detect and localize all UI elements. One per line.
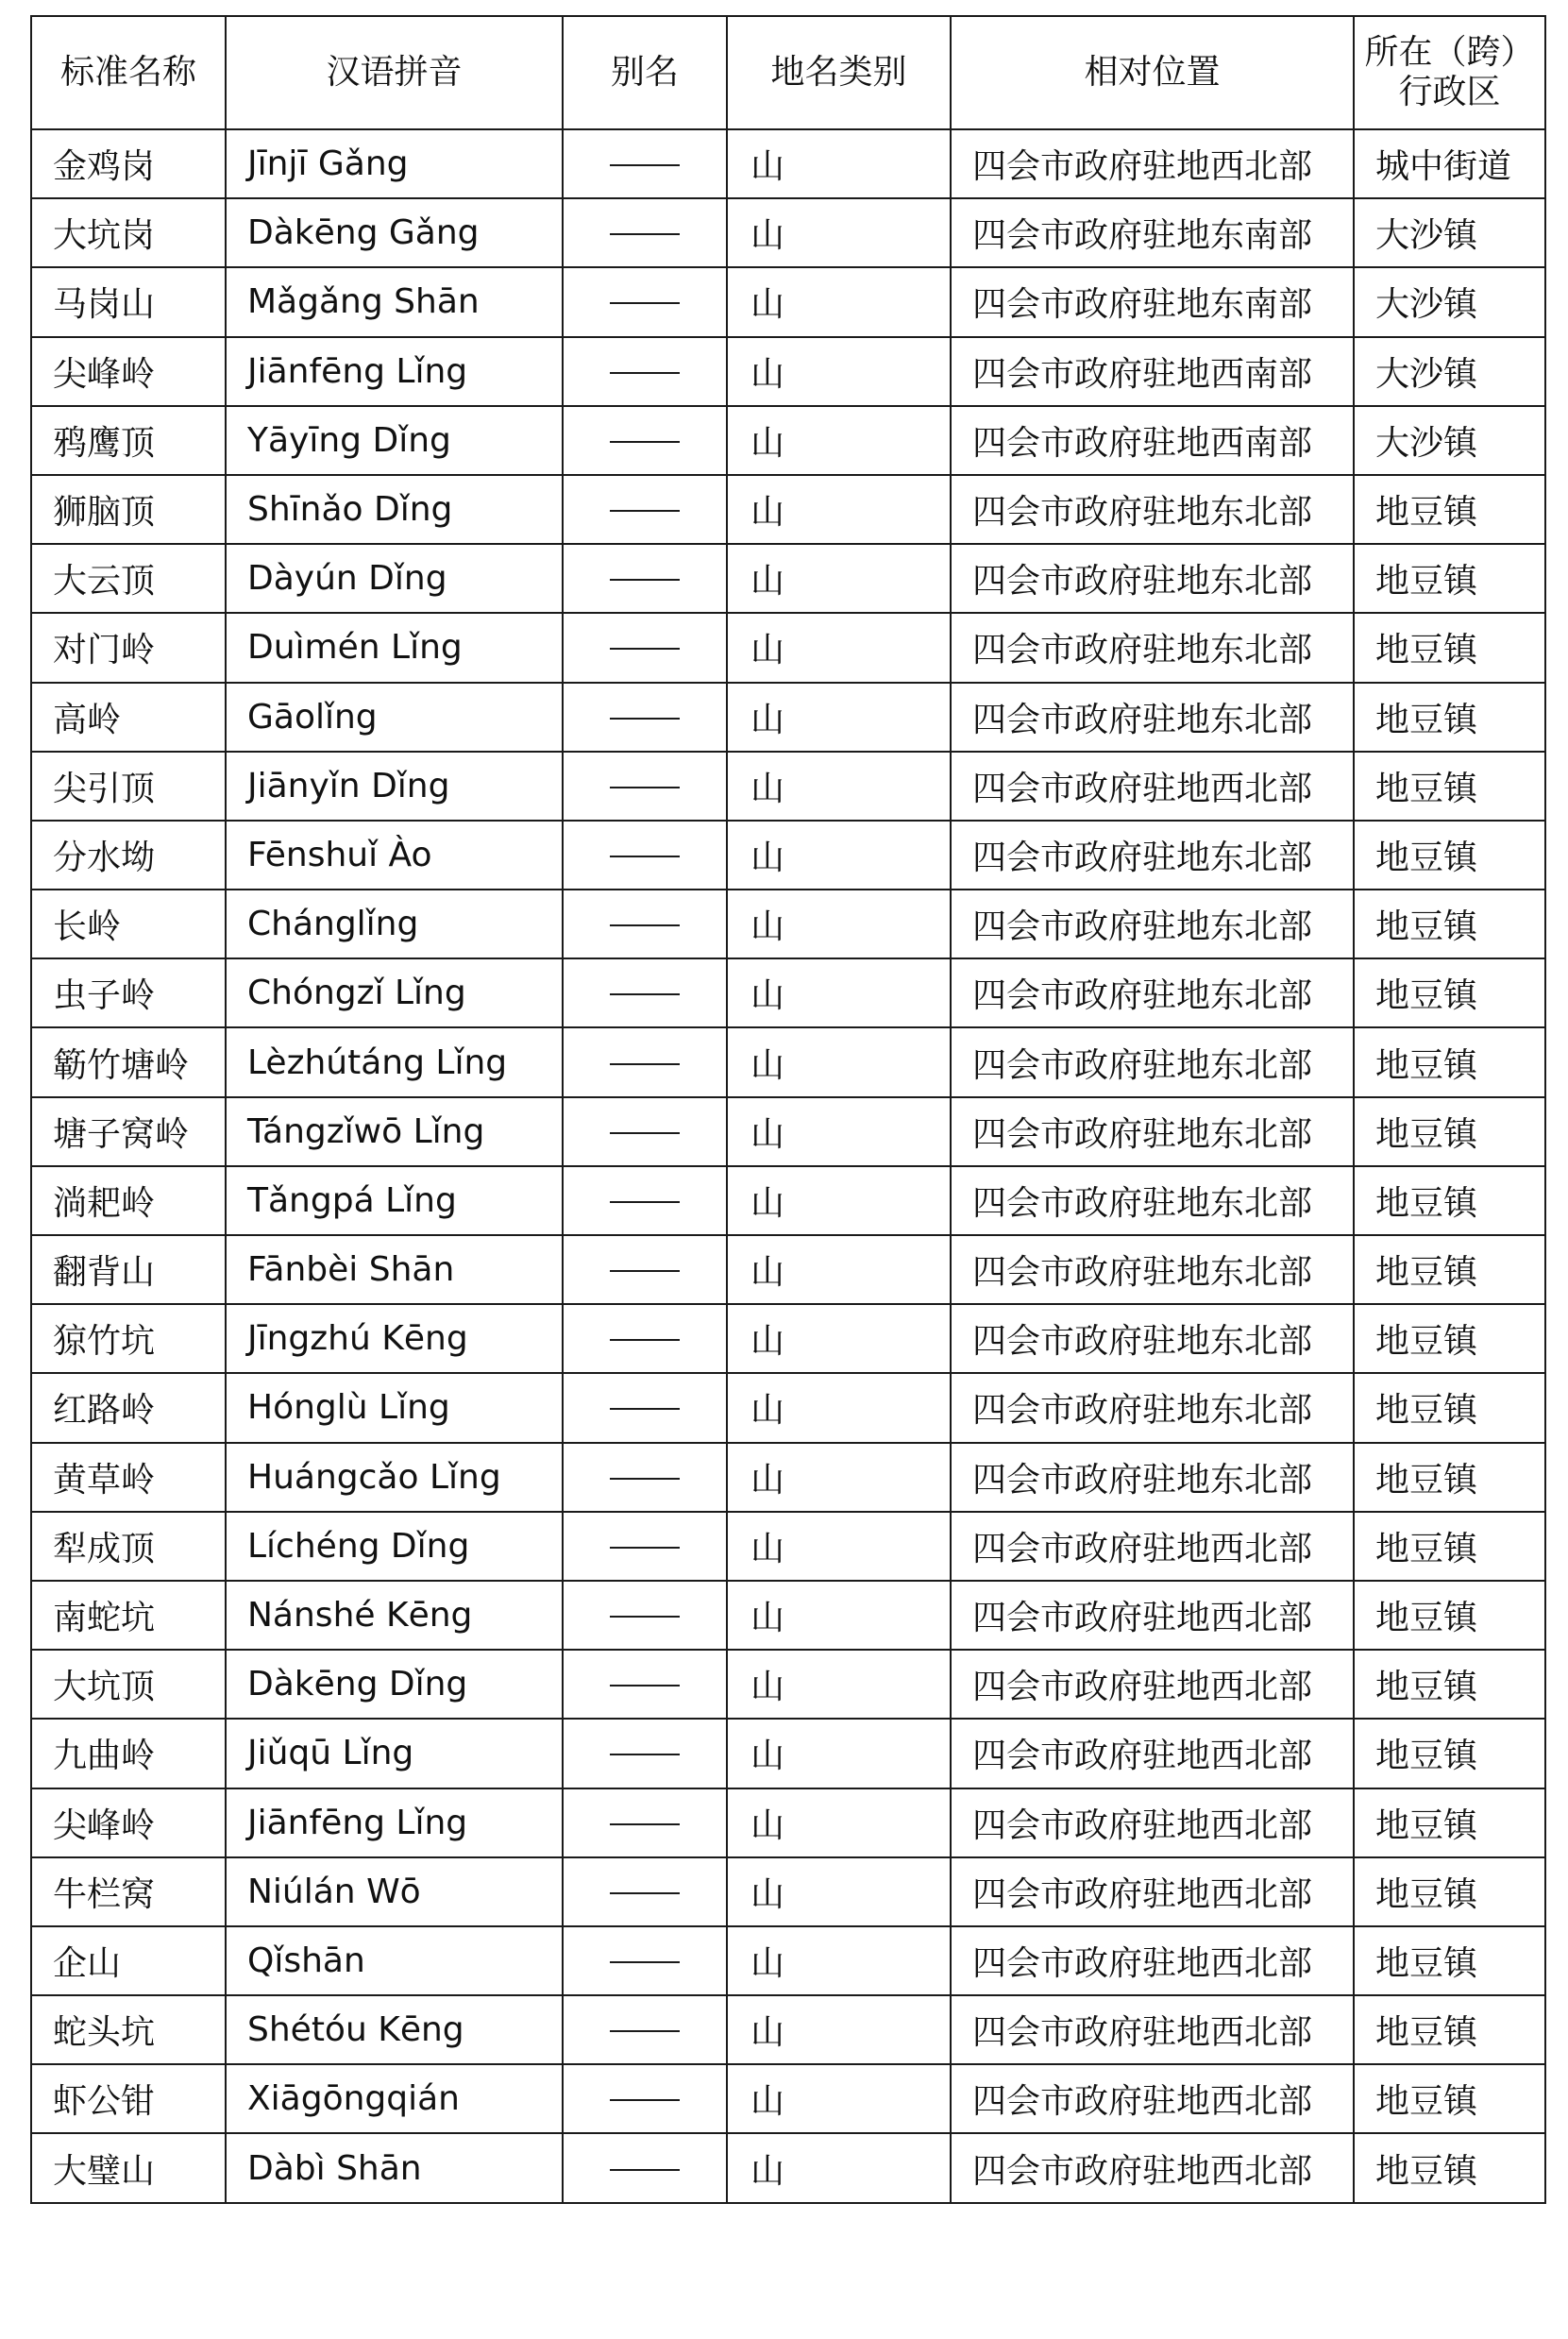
cell-place-type: 山: [727, 1373, 951, 1442]
table-header: [31, 16, 1545, 129]
cell-standard-name: 南蛇坑: [31, 1581, 226, 1650]
cell-pinyin: Fēnshuǐ Ào: [226, 821, 563, 890]
cell-alias: [563, 1027, 727, 1096]
cell-place-type: 山: [727, 1926, 951, 1995]
table-row: [31, 1926, 1545, 1995]
cell-alias: [563, 337, 727, 406]
cell-place-type: 山: [727, 958, 951, 1027]
table-row: [31, 2064, 1545, 2133]
cell-alias: [563, 544, 727, 613]
alias-dash: [610, 993, 680, 995]
cell-alias: [563, 1926, 727, 1995]
cell-place-type: 山: [727, 1788, 951, 1857]
cell-standard-name: 金鸡岗: [31, 129, 226, 198]
cell-district: 大沙镇: [1354, 267, 1545, 336]
cell-standard-name: 大璧山: [31, 2133, 226, 2202]
cell-alias: [563, 890, 727, 958]
cell-pinyin: Jīnjī Gǎng: [226, 129, 563, 198]
cell-place-type: 山: [727, 1650, 951, 1719]
cell-district: 地豆镇: [1354, 2133, 1545, 2202]
cell-relative-position: 四会市政府驻地东北部: [951, 475, 1354, 544]
cell-standard-name: 企山: [31, 1926, 226, 1995]
cell-district: 地豆镇: [1354, 890, 1545, 958]
alias-dash: [610, 1616, 680, 1618]
cell-place-type: 山: [727, 1581, 951, 1650]
cell-standard-name: 大云顶: [31, 544, 226, 613]
cell-pinyin: Gāolǐng: [226, 683, 563, 752]
cell-place-type: 山: [727, 890, 951, 958]
header-row: [31, 16, 1545, 129]
table-row: [31, 1857, 1545, 1926]
cell-relative-position: 四会市政府驻地东北部: [951, 1443, 1354, 1512]
cell-alias: [563, 1512, 727, 1581]
cell-place-type: 山: [727, 1304, 951, 1373]
cell-pinyin: Huángcǎo Lǐng: [226, 1443, 563, 1512]
cell-relative-position: 四会市政府驻地西北部: [951, 1512, 1354, 1581]
cell-pinyin: Dàyún Dǐng: [226, 544, 563, 613]
table-row: [31, 1373, 1545, 1442]
cell-alias: [563, 1719, 727, 1788]
table-row: [31, 1097, 1545, 1166]
table-row: [31, 1719, 1545, 1788]
alias-dash: [610, 2169, 680, 2171]
cell-place-type: 山: [727, 1097, 951, 1166]
cell-place-type: 山: [727, 2064, 951, 2133]
alias-dash: [610, 441, 680, 443]
alias-dash: [610, 1685, 680, 1686]
cell-district: 地豆镇: [1354, 752, 1545, 821]
cell-standard-name: 翻背山: [31, 1235, 226, 1304]
cell-district: 大沙镇: [1354, 406, 1545, 475]
cell-district: 地豆镇: [1354, 1512, 1545, 1581]
cell-relative-position: 四会市政府驻地西北部: [951, 1650, 1354, 1719]
cell-standard-name: 高岭: [31, 683, 226, 752]
cell-alias: [563, 683, 727, 752]
alias-dash: [610, 579, 680, 581]
cell-district: 地豆镇: [1354, 1304, 1545, 1373]
alias-dash: [610, 1201, 680, 1203]
place-name-table: [30, 15, 1546, 2204]
cell-pinyin: Jīngzhú Kēng: [226, 1304, 563, 1373]
cell-standard-name: 猄竹坑: [31, 1304, 226, 1373]
header-alias: 别名: [563, 16, 727, 129]
cell-district: 地豆镇: [1354, 2064, 1545, 2133]
cell-alias: [563, 1235, 727, 1304]
cell-relative-position: 四会市政府驻地西北部: [951, 2133, 1354, 2202]
alias-dash: [610, 924, 680, 926]
cell-standard-name: 长岭: [31, 890, 226, 958]
alias-dash: [610, 164, 680, 166]
alias-dash: [610, 1132, 680, 1134]
alias-dash: [610, 856, 680, 857]
alias-dash: [610, 302, 680, 304]
cell-alias: [563, 1097, 727, 1166]
cell-relative-position: 四会市政府驻地东北部: [951, 613, 1354, 682]
cell-alias: [563, 2064, 727, 2133]
cell-alias: [563, 406, 727, 475]
table-row: [31, 267, 1545, 336]
header-district-line2: 行政区: [1398, 73, 1501, 111]
cell-alias: [563, 1443, 727, 1512]
cell-relative-position: 四会市政府驻地东南部: [951, 198, 1354, 267]
table-row: [31, 1166, 1545, 1235]
cell-district: 地豆镇: [1354, 1788, 1545, 1857]
cell-pinyin: Dàkēng Gǎng: [226, 198, 563, 267]
cell-alias: [563, 267, 727, 336]
cell-pinyin: Duìmén Lǐng: [226, 613, 563, 682]
cell-pinyin: Niúlán Wō: [226, 1857, 563, 1926]
cell-district: 地豆镇: [1354, 1373, 1545, 1442]
cell-district: 地豆镇: [1354, 1857, 1545, 1926]
cell-alias: [563, 1581, 727, 1650]
cell-pinyin: Shétóu Kēng: [226, 1995, 563, 2064]
cell-district: 地豆镇: [1354, 683, 1545, 752]
alias-dash: [610, 1408, 680, 1410]
cell-district: 地豆镇: [1354, 1650, 1545, 1719]
cell-alias: [563, 475, 727, 544]
cell-pinyin: Dàbì Shān: [226, 2133, 563, 2202]
cell-standard-name: 尖峰岭: [31, 1788, 226, 1857]
alias-dash: [610, 1063, 680, 1065]
cell-standard-name: 簕竹塘岭: [31, 1027, 226, 1096]
alias-dash: [610, 233, 680, 235]
table-row: [31, 683, 1545, 752]
cell-place-type: 山: [727, 2133, 951, 2202]
cell-district: 地豆镇: [1354, 1166, 1545, 1235]
cell-relative-position: 四会市政府驻地西南部: [951, 337, 1354, 406]
cell-pinyin: Líchéng Dǐng: [226, 1512, 563, 1581]
table-row: [31, 890, 1545, 958]
table-row: [31, 1027, 1545, 1096]
alias-dash: [610, 1478, 680, 1480]
cell-standard-name: 大坑顶: [31, 1650, 226, 1719]
cell-district: 地豆镇: [1354, 475, 1545, 544]
cell-place-type: 山: [727, 1719, 951, 1788]
cell-alias: [563, 1373, 727, 1442]
cell-place-type: 山: [727, 267, 951, 336]
table-row: [31, 613, 1545, 682]
table-row: [31, 2133, 1545, 2202]
cell-pinyin: Jiānfēng Lǐng: [226, 1788, 563, 1857]
cell-relative-position: 四会市政府驻地西北部: [951, 1581, 1354, 1650]
header-standard-name: 标准名称: [31, 16, 226, 129]
table-row: [31, 752, 1545, 821]
cell-pinyin: Xiāgōngqián: [226, 2064, 563, 2133]
table-row: [31, 1788, 1545, 1857]
cell-relative-position: 四会市政府驻地东北部: [951, 544, 1354, 613]
cell-relative-position: 四会市政府驻地西北部: [951, 1719, 1354, 1788]
header-pinyin: 汉语拼音: [226, 16, 563, 129]
cell-pinyin: Nánshé Kēng: [226, 1581, 563, 1650]
cell-pinyin: Chóngzǐ Lǐng: [226, 958, 563, 1027]
cell-alias: [563, 1650, 727, 1719]
alias-dash: [610, 1547, 680, 1549]
cell-relative-position: 四会市政府驻地东北部: [951, 1097, 1354, 1166]
cell-place-type: 山: [727, 1512, 951, 1581]
cell-relative-position: 四会市政府驻地东北部: [951, 958, 1354, 1027]
cell-standard-name: 对门岭: [31, 613, 226, 682]
cell-place-type: 山: [727, 129, 951, 198]
cell-place-type: 山: [727, 1443, 951, 1512]
cell-relative-position: 四会市政府驻地西北部: [951, 2064, 1354, 2133]
cell-district: 大沙镇: [1354, 198, 1545, 267]
cell-relative-position: 四会市政府驻地东南部: [951, 267, 1354, 336]
cell-district: 地豆镇: [1354, 544, 1545, 613]
cell-standard-name: 尖峰岭: [31, 337, 226, 406]
alias-dash: [610, 648, 680, 650]
cell-district: 地豆镇: [1354, 1995, 1545, 2064]
alias-dash: [610, 718, 680, 720]
header-relative-position: 相对位置: [951, 16, 1354, 129]
cell-pinyin: Tǎngpá Lǐng: [226, 1166, 563, 1235]
cell-standard-name: 牛栏窝: [31, 1857, 226, 1926]
cell-relative-position: 四会市政府驻地西北部: [951, 1788, 1354, 1857]
cell-relative-position: 四会市政府驻地西北部: [951, 1926, 1354, 1995]
cell-standard-name: 犁成顶: [31, 1512, 226, 1581]
cell-alias: [563, 821, 727, 890]
cell-alias: [563, 1857, 727, 1926]
cell-alias: [563, 1788, 727, 1857]
alias-dash: [610, 2099, 680, 2101]
cell-relative-position: 四会市政府驻地西北部: [951, 752, 1354, 821]
cell-standard-name: 九曲岭: [31, 1719, 226, 1788]
cell-place-type: 山: [727, 337, 951, 406]
cell-district: 地豆镇: [1354, 821, 1545, 890]
cell-place-type: 山: [727, 1027, 951, 1096]
cell-alias: [563, 1166, 727, 1235]
table-row: [31, 1443, 1545, 1512]
table-row: [31, 821, 1545, 890]
cell-pinyin: Jiānyǐn Dǐng: [226, 752, 563, 821]
alias-dash: [610, 1961, 680, 1963]
alias-dash: [610, 372, 680, 374]
table-row: [31, 1995, 1545, 2064]
cell-alias: [563, 129, 727, 198]
cell-standard-name: 分水坳: [31, 821, 226, 890]
cell-relative-position: 四会市政府驻地西南部: [951, 406, 1354, 475]
cell-alias: [563, 1304, 727, 1373]
cell-pinyin: Hónglù Lǐng: [226, 1373, 563, 1442]
cell-district: 地豆镇: [1354, 1581, 1545, 1650]
alias-dash: [610, 1270, 680, 1272]
cell-standard-name: 鸦鹰顶: [31, 406, 226, 475]
cell-pinyin: Chánglǐng: [226, 890, 563, 958]
cell-standard-name: 黄草岭: [31, 1443, 226, 1512]
table-row: [31, 1304, 1545, 1373]
cell-relative-position: 四会市政府驻地西北部: [951, 129, 1354, 198]
cell-alias: [563, 958, 727, 1027]
cell-pinyin: Qǐshān: [226, 1926, 563, 1995]
header-district: [1354, 16, 1545, 129]
cell-relative-position: 四会市政府驻地东北部: [951, 1373, 1354, 1442]
cell-place-type: 山: [727, 544, 951, 613]
cell-standard-name: 尖引顶: [31, 752, 226, 821]
cell-standard-name: 红路岭: [31, 1373, 226, 1442]
cell-pinyin: Lèzhútáng Lǐng: [226, 1027, 563, 1096]
cell-district: 地豆镇: [1354, 1719, 1545, 1788]
cell-alias: [563, 752, 727, 821]
cell-district: 城中街道: [1354, 129, 1545, 198]
header-place-type: 地名类别: [727, 16, 951, 129]
cell-place-type: 山: [727, 198, 951, 267]
cell-place-type: 山: [727, 683, 951, 752]
cell-alias: [563, 198, 727, 267]
cell-district: 地豆镇: [1354, 1097, 1545, 1166]
alias-dash: [610, 2030, 680, 2032]
cell-standard-name: 塘子窝岭: [31, 1097, 226, 1166]
cell-standard-name: 虾公钳: [31, 2064, 226, 2133]
alias-dash: [610, 787, 680, 788]
header-district-line1: 所在（跨）: [1364, 33, 1535, 72]
cell-pinyin: Fānbèi Shān: [226, 1235, 563, 1304]
cell-alias: [563, 613, 727, 682]
cell-relative-position: 四会市政府驻地东北部: [951, 821, 1354, 890]
cell-relative-position: 四会市政府驻地西北部: [951, 1995, 1354, 2064]
table-row: [31, 198, 1545, 267]
cell-pinyin: Mǎgǎng Shān: [226, 267, 563, 336]
cell-district: 地豆镇: [1354, 1027, 1545, 1096]
cell-pinyin: Tángzǐwō Lǐng: [226, 1097, 563, 1166]
table-row: [31, 1235, 1545, 1304]
cell-district: 地豆镇: [1354, 1235, 1545, 1304]
table-row: [31, 1512, 1545, 1581]
cell-pinyin: Dàkēng Dǐng: [226, 1650, 563, 1719]
cell-place-type: 山: [727, 475, 951, 544]
table-row: [31, 1650, 1545, 1719]
alias-dash: [610, 1754, 680, 1755]
alias-dash: [610, 1892, 680, 1894]
cell-relative-position: 四会市政府驻地东北部: [951, 1304, 1354, 1373]
cell-place-type: 山: [727, 406, 951, 475]
table-row: [31, 406, 1545, 475]
cell-district: 地豆镇: [1354, 1443, 1545, 1512]
alias-dash: [610, 510, 680, 512]
table-row: [31, 475, 1545, 544]
table-row: [31, 1581, 1545, 1650]
table-row: [31, 958, 1545, 1027]
cell-pinyin: Jiǔqū Lǐng: [226, 1719, 563, 1788]
cell-standard-name: 淌耙岭: [31, 1166, 226, 1235]
cell-relative-position: 四会市政府驻地东北部: [951, 1235, 1354, 1304]
cell-place-type: 山: [727, 821, 951, 890]
cell-relative-position: 四会市政府驻地东北部: [951, 890, 1354, 958]
table-row: [31, 129, 1545, 198]
cell-place-type: 山: [727, 1166, 951, 1235]
table-row: [31, 544, 1545, 613]
cell-district: 大沙镇: [1354, 337, 1545, 406]
alias-dash: [610, 1339, 680, 1341]
cell-place-type: 山: [727, 613, 951, 682]
table-body: [31, 129, 1545, 2203]
cell-alias: [563, 1995, 727, 2064]
cell-relative-position: 四会市政府驻地东北部: [951, 1027, 1354, 1096]
cell-pinyin: Jiānfēng Lǐng: [226, 337, 563, 406]
table-row: [31, 337, 1545, 406]
place-name-table-container: [30, 15, 1544, 2204]
cell-place-type: 山: [727, 1857, 951, 1926]
cell-district: 地豆镇: [1354, 958, 1545, 1027]
cell-standard-name: 狮脑顶: [31, 475, 226, 544]
cell-relative-position: 四会市政府驻地东北部: [951, 1166, 1354, 1235]
cell-place-type: 山: [727, 1995, 951, 2064]
cell-place-type: 山: [727, 752, 951, 821]
cell-relative-position: 四会市政府驻地东北部: [951, 683, 1354, 752]
cell-district: 地豆镇: [1354, 613, 1545, 682]
cell-pinyin: Shīnǎo Dǐng: [226, 475, 563, 544]
cell-standard-name: 马岗山: [31, 267, 226, 336]
cell-district: 地豆镇: [1354, 1926, 1545, 1995]
cell-relative-position: 四会市政府驻地西北部: [951, 1857, 1354, 1926]
alias-dash: [610, 1823, 680, 1825]
cell-pinyin: Yāyīng Dǐng: [226, 406, 563, 475]
cell-alias: [563, 2133, 727, 2202]
cell-standard-name: 蛇头坑: [31, 1995, 226, 2064]
cell-standard-name: 大坑岗: [31, 198, 226, 267]
cell-place-type: 山: [727, 1235, 951, 1304]
cell-standard-name: 虫子岭: [31, 958, 226, 1027]
